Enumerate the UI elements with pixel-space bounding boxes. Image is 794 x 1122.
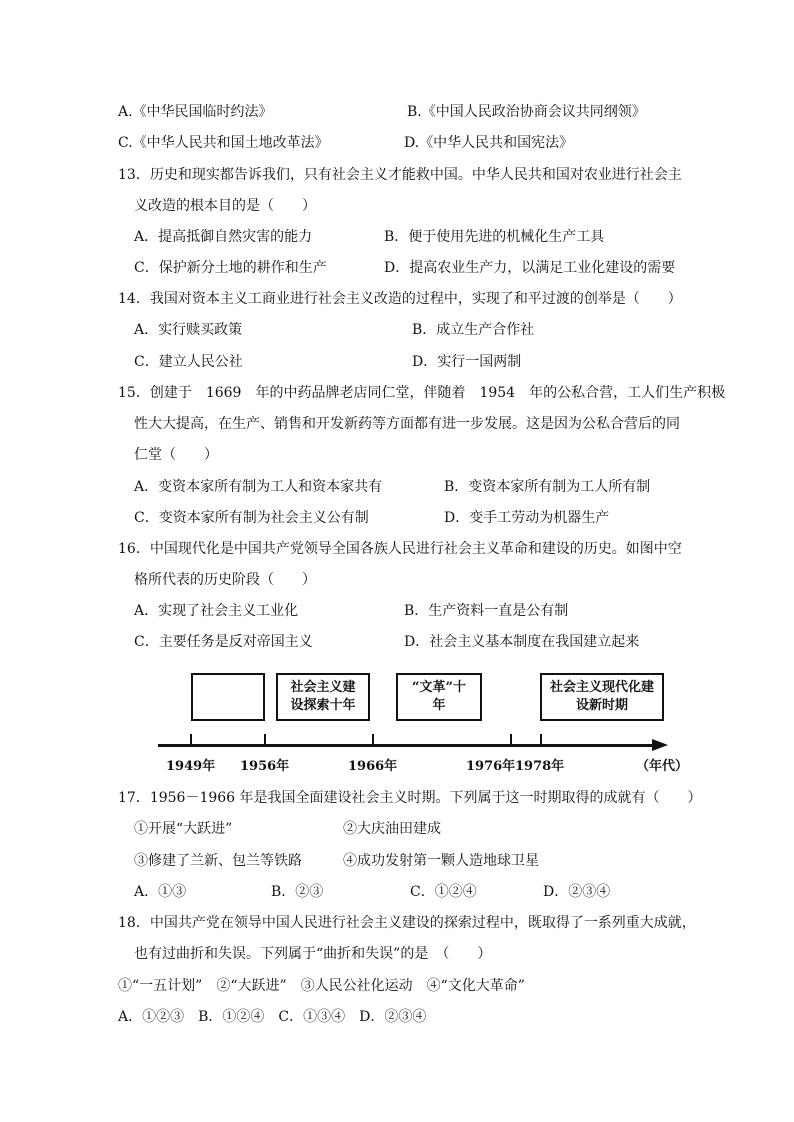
timeline-box-new-period: 社会主义现代化建设新时期 — [540, 673, 664, 721]
q16-stem-line1: 16．中国现代化是中国共产党领导全国各族人民进行社会主义革命和建设的历史。如图中空 — [118, 541, 682, 557]
timeline-axis-unit: （年代） — [636, 759, 689, 774]
q17-option-c: C．①②④ — [410, 884, 477, 900]
q14-option-a: A．实行赎买政策 — [134, 322, 243, 338]
q17-item-2: ②大庆油田建成 — [343, 821, 441, 837]
timeline-year-1976: 1976年 — [466, 759, 516, 774]
timeline-tick-1949 — [190, 734, 192, 746]
timeline-year-1978: 1978年 — [515, 759, 565, 774]
timeline-tick-1976 — [510, 734, 512, 746]
timeline-year-1956: 1956年 — [240, 759, 290, 774]
q14-option-d: D．实行一国两制 — [412, 354, 522, 370]
q15-option-c: C．变资本家所有制为社会主义公有制 — [134, 510, 369, 526]
q15-option-d: D．变手工劳动为机器生产 — [444, 510, 610, 526]
q17-item-3: ③修建了兰新、包兰等铁路 — [134, 853, 302, 869]
timeline-axis-line — [158, 744, 654, 747]
q18-stem-line2: 也有过曲折和失误。下列属于“曲折和失误”的是 （ ） — [134, 946, 492, 962]
q17-stem: 17．1956－1966 年是我国全面建设社会主义时期。下列属于这一时期取得的成就有（ ） — [118, 790, 702, 806]
q12-option-c: C.《中华人民共和国土地改革法》 — [118, 135, 329, 151]
q13-option-b: B．便于使用先进的机械化生产工具 — [384, 229, 605, 245]
q18-items: ①“一五计划” ②“大跃进” ③人民公社化运动 ④“文化大革命” — [118, 978, 525, 994]
q15-stem-line1: 15．创建于 1669 年的中药品牌老店同仁堂，伴随着 1954 年的公私合营，工人们生产积极 — [118, 385, 726, 401]
q15-stem-line2: 性大大提高，在生产、销售和开发新药等方面都有进一步发展。这是因为公私合营后的同 — [134, 416, 680, 432]
q13-stem-line1: 13．历史和现实都告诉我们，只有社会主义才能救中国。中华人民共和国对农业进行社会主 — [118, 167, 682, 183]
q14-option-b: B．成立生产合作社 — [412, 322, 535, 338]
q18-options: A．①②③ B．①②④ C．①③④ D．②③④ — [118, 1009, 427, 1025]
timeline-year-1949: 1949年 — [166, 759, 216, 774]
q15-option-a: A．变资本家所有制为工人和资本家共有 — [134, 479, 383, 495]
q16-option-b: B．生产资料一直是公有制 — [404, 603, 569, 619]
timeline-tick-1978 — [540, 734, 542, 746]
q12-option-a: A.《中华民国临时约法》 — [118, 104, 273, 120]
q13-option-d: D．提高农业生产力，以满足工业化建设的需要 — [384, 260, 676, 276]
timeline-tick-1966 — [372, 734, 374, 746]
q16-stem-line2: 格所代表的历史阶段（ ） — [134, 572, 316, 588]
timeline-box-exploration: 社会主义建设探索十年 — [276, 673, 370, 721]
q17-option-b: B．②③ — [271, 884, 324, 900]
timeline-tick-1956 — [264, 734, 266, 746]
q17-option-a: A．①③ — [134, 884, 187, 900]
q15-option-b: B．变资本家所有制为工人所有制 — [444, 479, 651, 495]
q16-option-a: A．实现了社会主义工业化 — [134, 603, 299, 619]
q16-option-d: D．社会主义基本制度在我国建立起来 — [404, 634, 640, 650]
timeline-year-1966: 1966年 — [348, 759, 398, 774]
timeline-box-cultural-revolution: “文革”十年 — [396, 673, 482, 721]
timeline-axis-arrow-icon — [652, 739, 668, 751]
timeline-box-blank — [191, 673, 265, 721]
q18-stem-line1: 18．中国共产党在领导中国人民进行社会主义建设的探索过程中，既取得了一系列重大成就， — [118, 915, 696, 931]
q14-option-c: C．建立人民公社 — [134, 354, 243, 370]
q13-option-a: A．提高抵御自然灾害的能力 — [134, 229, 313, 245]
q14-stem: 14．我国对资本主义工商业进行社会主义改造的过程中，实现了和平过渡的创举是（ ） — [118, 291, 682, 307]
q17-item-4: ④成功发射第一颗人造地球卫星 — [343, 853, 539, 869]
q16-option-c: C．主要任务是反对帝国主义 — [134, 634, 313, 650]
q17-item-1: ①开展“大跃进” — [134, 821, 233, 837]
q12-option-d: D.《中华人民共和国宪法》 — [404, 135, 574, 151]
q15-stem-line3: 仁堂（ ） — [134, 447, 218, 463]
q12-option-b: B.《中国人民政治协商会议共同纲领》 — [407, 104, 646, 120]
q13-option-c: C．保护新分土地的耕作和生产 — [134, 260, 327, 276]
q13-stem-line2: 义改造的根本目的是（ ） — [134, 198, 316, 214]
q17-option-d: D．②③④ — [543, 884, 611, 900]
